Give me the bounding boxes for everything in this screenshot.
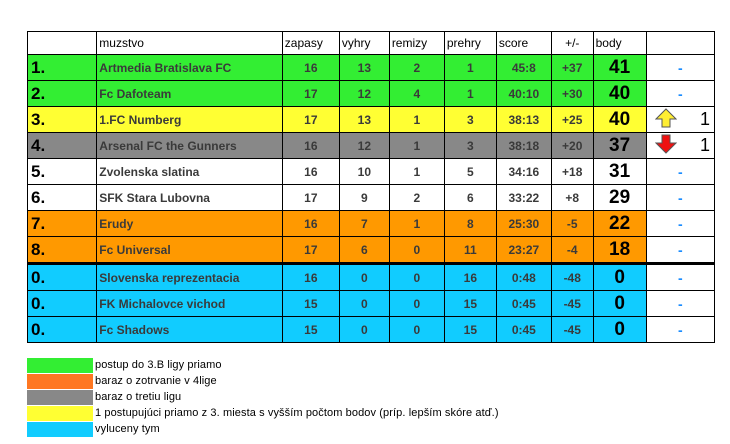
legend-item <box>27 373 499 389</box>
cell-trend <box>646 55 714 81</box>
cell-vyhry: 6 <box>339 237 389 264</box>
cell-remizy: 0 <box>389 264 444 291</box>
cell-zapasy: 16 <box>282 133 339 159</box>
cell-pos: 0. <box>28 291 97 317</box>
legend-item <box>27 421 499 437</box>
cell-remizy: 2 <box>389 185 444 211</box>
cell-remizy: 1 <box>389 211 444 237</box>
cell-team: FK Michalovce vichod <box>97 291 283 317</box>
cell-body: 41 <box>593 55 646 81</box>
table-row <box>28 185 715 211</box>
cell-vyhry: 7 <box>339 211 389 237</box>
cell-body: 0 <box>593 291 646 317</box>
trend-dash: - <box>677 269 683 286</box>
cell-pos: 3. <box>28 107 97 133</box>
table-row <box>28 237 715 264</box>
cell-diff: -5 <box>551 211 593 237</box>
table-row <box>28 133 715 159</box>
legend-swatch <box>27 358 93 373</box>
cell-remizy: 0 <box>389 317 444 343</box>
header-remizy: remizy <box>389 32 444 55</box>
cell-prehry: 5 <box>444 159 496 185</box>
cell-remizy: 0 <box>389 237 444 264</box>
table-row <box>28 211 715 237</box>
cell-diff: -48 <box>551 264 593 291</box>
cell-trend <box>646 81 714 107</box>
cell-score: 45:8 <box>496 55 551 81</box>
cell-score: 25:30 <box>496 211 551 237</box>
legend-text: vyluceny tym <box>95 423 160 435</box>
cell-score: 38:18 <box>496 133 551 159</box>
header-muzstvo: muzstvo <box>97 32 283 55</box>
trend-dash: - <box>677 241 683 258</box>
legend-swatch <box>27 406 93 421</box>
cell-vyhry: 0 <box>339 291 389 317</box>
cell-diff: -4 <box>551 237 593 264</box>
cell-vyhry: 13 <box>339 107 389 133</box>
cell-prehry: 15 <box>444 317 496 343</box>
cell-score: 0:45 <box>496 317 551 343</box>
cell-score: 34:16 <box>496 159 551 185</box>
cell-team: Artmedia Bratislava FC <box>97 55 283 81</box>
table-row <box>28 317 715 343</box>
cell-zapasy: 17 <box>282 237 339 264</box>
cell-pos: 8. <box>28 237 97 264</box>
cell-vyhry: 0 <box>339 317 389 343</box>
cell-zapasy: 16 <box>282 55 339 81</box>
header-diff: +/- <box>551 32 593 55</box>
legend-item <box>27 405 499 421</box>
cell-body: 37 <box>593 133 646 159</box>
cell-score: 0:45 <box>496 291 551 317</box>
legend-text: 1 postupujúci priamo z 3. miesta s vyšším počtom bodov (príp. lepším skóre atď.) <box>95 407 499 419</box>
cell-trend <box>646 317 714 343</box>
trend-value: 1 <box>699 109 710 129</box>
table-row <box>28 291 715 317</box>
cell-body: 29 <box>593 185 646 211</box>
cell-diff: -45 <box>551 291 593 317</box>
cell-team: 1.FC Numberg <box>97 107 283 133</box>
cell-zapasy: 15 <box>282 317 339 343</box>
cell-remizy: 2 <box>389 55 444 81</box>
cell-remizy: 1 <box>389 107 444 133</box>
cell-trend <box>646 211 714 237</box>
cell-team: Fc Shadows <box>97 317 283 343</box>
trend-dash: - <box>677 215 683 232</box>
legend-text: postup do 3.B ligy priamo <box>95 359 222 371</box>
table-row <box>28 159 715 185</box>
cell-diff: +25 <box>551 107 593 133</box>
cell-trend <box>646 107 714 133</box>
cell-trend <box>646 237 714 264</box>
cell-trend <box>646 133 714 159</box>
cell-body: 18 <box>593 237 646 264</box>
table-row <box>28 107 715 133</box>
header-vyhry: vyhry <box>339 32 389 55</box>
cell-team: Arsenal FC the Gunners <box>97 133 283 159</box>
cell-zapasy: 16 <box>282 159 339 185</box>
cell-body: 31 <box>593 159 646 185</box>
cell-pos: 0. <box>28 264 97 291</box>
cell-zapasy: 15 <box>282 291 339 317</box>
cell-zapasy: 17 <box>282 185 339 211</box>
cell-prehry: 3 <box>444 133 496 159</box>
cell-prehry: 16 <box>444 264 496 291</box>
legend <box>27 357 499 437</box>
cell-team: Fc Dafoteam <box>97 81 283 107</box>
cell-zapasy: 17 <box>282 107 339 133</box>
cell-pos: 4. <box>28 133 97 159</box>
cell-prehry: 8 <box>444 211 496 237</box>
trend-value: 1 <box>699 135 710 155</box>
legend-swatch <box>27 374 93 389</box>
cell-body: 40 <box>593 107 646 133</box>
cell-team: Zvolenska slatina <box>97 159 283 185</box>
cell-body: 40 <box>593 81 646 107</box>
cell-vyhry: 10 <box>339 159 389 185</box>
legend-swatch <box>27 422 93 437</box>
trend-dash: - <box>677 85 683 102</box>
header-pos <box>28 32 97 55</box>
legend-text: baraz o zotrvanie v 4lige <box>95 375 217 387</box>
cell-prehry: 6 <box>444 185 496 211</box>
cell-vyhry: 12 <box>339 133 389 159</box>
cell-team: Fc Universal <box>97 237 283 264</box>
cell-score: 33:22 <box>496 185 551 211</box>
cell-body: 22 <box>593 211 646 237</box>
trend-dash: - <box>677 59 683 76</box>
table-row <box>28 264 715 291</box>
cell-remizy: 0 <box>389 291 444 317</box>
cell-diff: -45 <box>551 317 593 343</box>
trend-dash: - <box>677 163 683 180</box>
legend-item <box>27 357 499 373</box>
cell-vyhry: 13 <box>339 55 389 81</box>
cell-pos: 2. <box>28 81 97 107</box>
cell-score: 38:13 <box>496 107 551 133</box>
header-score: score <box>496 32 551 55</box>
trend-dash: - <box>677 321 683 338</box>
cell-trend <box>646 159 714 185</box>
cell-vyhry: 9 <box>339 185 389 211</box>
cell-pos: 5. <box>28 159 97 185</box>
cell-body: 0 <box>593 317 646 343</box>
cell-zapasy: 16 <box>282 211 339 237</box>
cell-trend <box>646 185 714 211</box>
cell-pos: 0. <box>28 317 97 343</box>
cell-zapasy: 16 <box>282 264 339 291</box>
cell-diff: +18 <box>551 159 593 185</box>
cell-team: Slovenska reprezentacia <box>97 264 283 291</box>
cell-trend <box>646 291 714 317</box>
table-header-row <box>28 32 715 55</box>
cell-vyhry: 12 <box>339 81 389 107</box>
cell-diff: +20 <box>551 133 593 159</box>
legend-item <box>27 389 499 405</box>
cell-team: SFK Stara Lubovna <box>97 185 283 211</box>
cell-prehry: 1 <box>444 55 496 81</box>
cell-trend <box>646 264 714 291</box>
legend-swatch <box>27 390 93 405</box>
cell-pos: 1. <box>28 55 97 81</box>
header-prehry: prehry <box>444 32 496 55</box>
header-zapasy: zapasy <box>282 32 339 55</box>
cell-score: 40:10 <box>496 81 551 107</box>
header-body: body <box>593 32 646 55</box>
trend-dash: - <box>677 295 683 312</box>
cell-remizy: 1 <box>389 133 444 159</box>
cell-prehry: 1 <box>444 81 496 107</box>
cell-prehry: 15 <box>444 291 496 317</box>
cell-team: Erudy <box>97 211 283 237</box>
cell-vyhry: 0 <box>339 264 389 291</box>
cell-diff: +37 <box>551 55 593 81</box>
cell-body: 0 <box>593 264 646 291</box>
cell-pos: 7. <box>28 211 97 237</box>
cell-remizy: 4 <box>389 81 444 107</box>
cell-diff: +30 <box>551 81 593 107</box>
trend-dash: - <box>677 189 683 206</box>
league-table <box>27 31 715 343</box>
cell-zapasy: 17 <box>282 81 339 107</box>
arrow-down-icon <box>655 133 677 158</box>
header-trend <box>646 32 714 55</box>
cell-prehry: 3 <box>444 107 496 133</box>
cell-prehry: 11 <box>444 237 496 264</box>
cell-score: 0:48 <box>496 264 551 291</box>
legend-text: baraz o tretiu ligu <box>95 391 182 403</box>
arrow-up-icon <box>655 107 677 132</box>
table-row <box>28 55 715 81</box>
cell-remizy: 1 <box>389 159 444 185</box>
cell-score: 23:27 <box>496 237 551 264</box>
cell-diff: +8 <box>551 185 593 211</box>
cell-pos: 6. <box>28 185 97 211</box>
table-row <box>28 81 715 107</box>
